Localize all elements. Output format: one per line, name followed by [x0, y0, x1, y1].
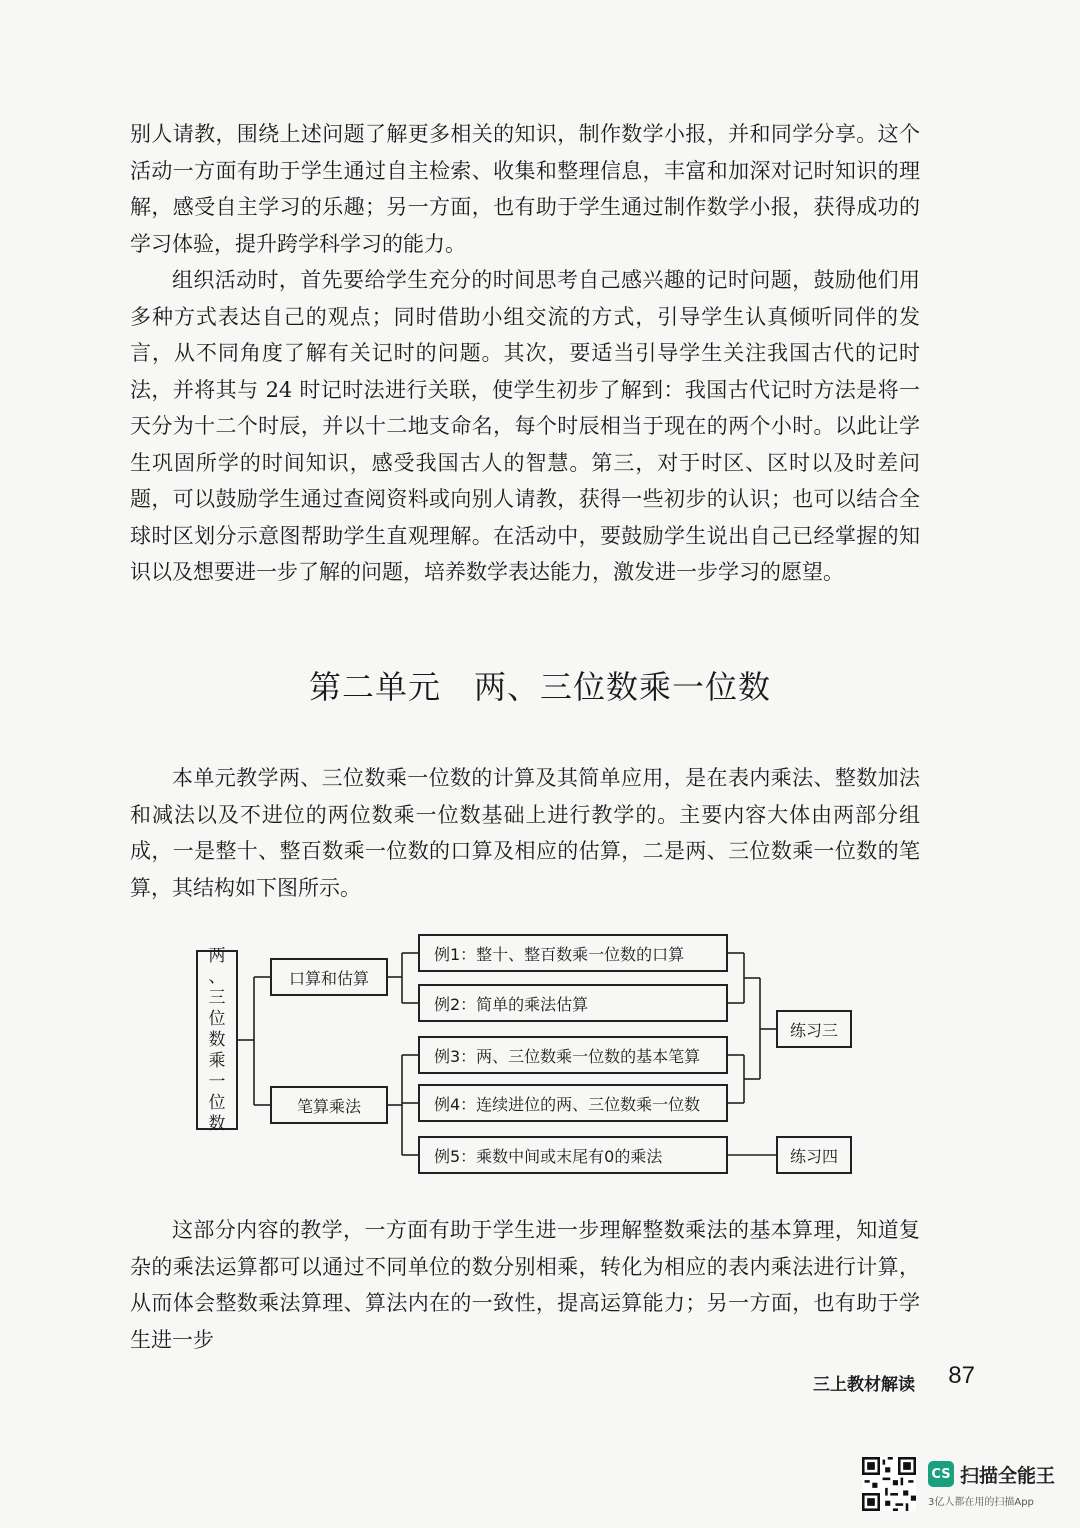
paragraph-1: 别人请教，围绕上述问题了解更多相关的知识，制作数学小报，并和同学分享。这个活动一方面有助于学生通过自主检索、收集和整理信息，丰富和加深对记时知识的理解，感受自主学习的乐趣；另一方面，也有助于学生通过制作数学小报，获得成功的学习体验，提升跨学科学习的能力。 — [130, 122, 920, 256]
diagram-example-5: 例5：乘数中间或末尾有0的乘法 — [418, 1136, 728, 1174]
root-char: 三 — [208, 987, 226, 1008]
root-char: 数 — [208, 1029, 226, 1050]
diagram-root-box — [196, 945, 238, 1134]
page-number: 87 — [948, 1362, 975, 1389]
root-char: 位 — [208, 1092, 226, 1113]
root-char: 、 — [208, 966, 226, 987]
diagram-example-1: 例1：整十、整百数乘一位数的口算 — [418, 934, 728, 972]
root-char: 一 — [208, 1071, 226, 1092]
unit-title: 第二单元 两、三位数乘一位数 — [308, 668, 771, 706]
watermark-app-name: 扫描全能王 — [960, 1465, 1056, 1487]
diagram-oral-box: 口算和估算 — [270, 958, 388, 996]
root-char: 数 — [208, 1113, 226, 1134]
paragraph-4: 这部分内容的教学，一方面有助于学生进一步理解整数乘法的基本算理，知道复杂的乘法运算都可以通过不同单位的数分别相乘，转化为相应的表内乘法进行计算，从而体会整数乘法算理、算法内在的一致性，提高运算能力；另一方面，也有助于学生进一步 — [130, 1218, 920, 1352]
watermark-tagline: 3亿人都在用的扫描App — [928, 1497, 1034, 1508]
diagram-practice-3: 练习三 — [776, 1010, 852, 1048]
root-char: 两 — [208, 945, 226, 966]
footer-book-label: 三上教材解读 — [813, 1375, 915, 1395]
root-char: 乘 — [208, 1050, 226, 1071]
diagram-practice-4: 练习四 — [776, 1136, 852, 1174]
diagram-example-3: 例3：两、三位数乘一位数的基本笔算 — [418, 1036, 728, 1074]
root-char: 位 — [208, 1008, 226, 1029]
diagram-example-4: 例4：连续进位的两、三位数乘一位数 — [418, 1084, 728, 1122]
diagram-written-box: 笔算乘法 — [270, 1086, 388, 1124]
qr-code-icon — [862, 1457, 916, 1511]
diagram-example-2: 例2：简单的乘法估算 — [418, 984, 728, 1022]
camscanner-logo-icon: CS — [928, 1461, 954, 1487]
paragraph-3: 本单元教学两、三位数乘一位数的计算及其简单应用，是在表内乘法、整数加法和减法以及不进位的两位数乘一位数基础上进行教学的。主要内容大体由两部分组成，一是整十、整百数乘一位数的口算及相应的估算，二是两、三位数乘一位数的笔算，其结构如下图所示。 — [130, 766, 920, 900]
scanner-watermark — [862, 1455, 1072, 1515]
paragraph-2: 组织活动时，首先要给学生充分的时间思考自己感兴趣的记时问题，鼓励他们用多种方式表达自己的观点；同时借助小组交流的方式，引导学生认真倾听同伴的发言，从不同角度了解有关记时的问题。其次，要适当引导学生关注我国古代的记时法，并将其与 24 时记时法进行关联，使学生初步了解到：我国古代记时方法是将一天分为十二个时辰，并以十二地支命名，每个时辰相当于现在的两个小时。以此让学生巩固所学的时间知识，感受我国古人的智慧。第三，对于时区、区时以及时差问题，可以鼓励学生通过查阅资料或向别人请教，获得一些初步的认识；也可以结合全球时区划分示意图帮助学生直观理解。在活动中，要鼓励学生说出自己已经掌握的知识以及想要进一步了解的问题，培养数学表达能力，激发进一步学习的愿望。 — [130, 268, 920, 584]
